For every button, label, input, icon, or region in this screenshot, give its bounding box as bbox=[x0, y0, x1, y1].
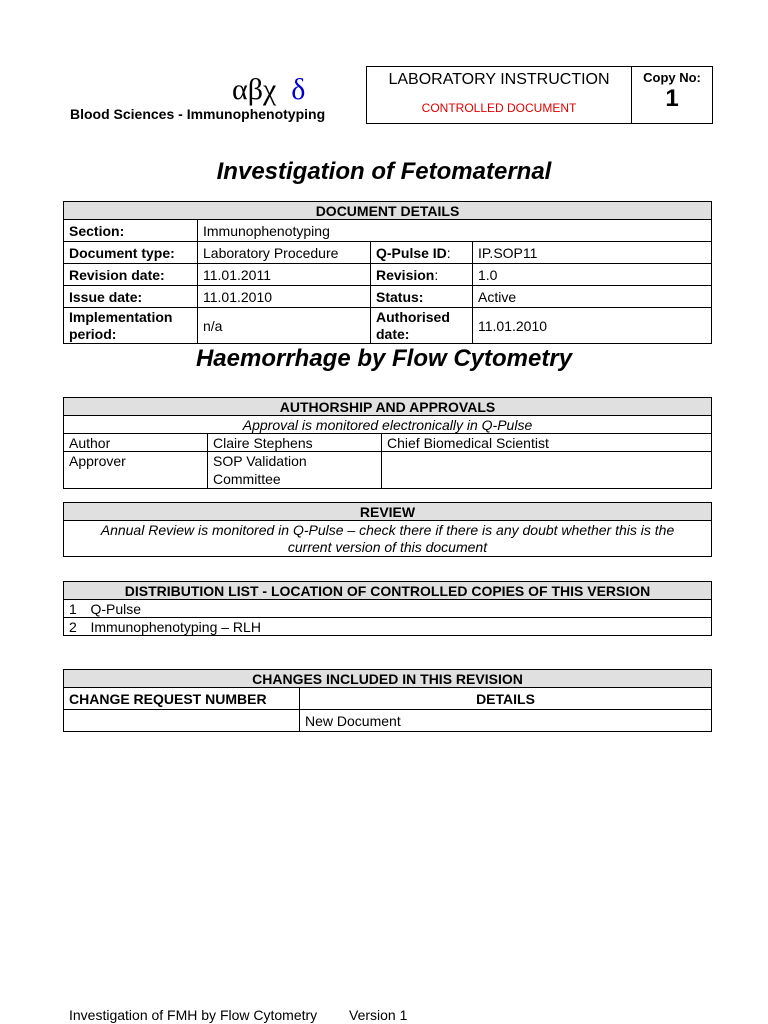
qpulse-colon: : bbox=[446, 244, 451, 261]
authorship-note: Approval is monitored electronically in Q-Pulse bbox=[64, 416, 712, 434]
section-value: Immunophenotyping bbox=[198, 220, 712, 242]
author-role: Author bbox=[64, 434, 208, 452]
qpulse-value: IP.SOP11 bbox=[473, 242, 712, 264]
change-details-header: DETAILS bbox=[300, 688, 712, 710]
logo bbox=[232, 70, 305, 110]
distribution-num: 1 bbox=[64, 600, 86, 618]
revision-value: 1.0 bbox=[473, 264, 712, 286]
controlled-label: CONTROLLED DOCUMENT bbox=[421, 101, 577, 115]
page-title-line2: Haemorrhage by Flow Cytometry bbox=[195, 345, 573, 372]
revdate-value: 11.01.2011 bbox=[198, 264, 371, 286]
approver-title bbox=[382, 452, 712, 489]
footer-doc-name: Investigation of FMH by Flow Cytometry bbox=[69, 1007, 318, 1023]
logo-delta: δ bbox=[291, 73, 306, 106]
instruction-cell bbox=[367, 67, 632, 123]
footer-version: Version 1 bbox=[349, 1007, 408, 1023]
doctype-value: Laboratory Procedure bbox=[198, 242, 371, 264]
distribution-location: Q-Pulse bbox=[86, 600, 712, 618]
logo-greek: αβχ bbox=[232, 73, 277, 106]
status-label: Status: bbox=[371, 286, 473, 308]
change-number-header: CHANGE REQUEST NUMBER bbox=[64, 688, 300, 710]
header-box bbox=[366, 66, 713, 124]
impl-label: Implementation period: bbox=[64, 308, 198, 344]
review-heading: REVIEW bbox=[64, 503, 712, 521]
copy-label: Copy No: bbox=[643, 70, 701, 85]
authorship-table bbox=[63, 397, 712, 489]
copy-cell bbox=[632, 67, 712, 123]
distribution-heading: DISTRIBUTION LIST - LOCATION OF CONTROLLED COPIES OF THIS VERSION bbox=[64, 582, 712, 600]
auth-label: Authorised date: bbox=[371, 308, 473, 344]
document-details-heading: DOCUMENT DETAILS bbox=[64, 202, 712, 220]
distribution-num: 2 bbox=[64, 618, 86, 636]
organisation-name: Blood Sciences - Immunophenotyping bbox=[70, 106, 326, 122]
page-title-line1: Investigation of Fetomaternal bbox=[216, 158, 552, 185]
document-details-table bbox=[63, 201, 712, 344]
author-title: Chief Biomedical Scientist bbox=[382, 434, 712, 452]
author-name: Claire Stephens bbox=[208, 434, 382, 452]
instruction-title: LABORATORY INSTRUCTION bbox=[388, 71, 610, 88]
copy-number: 1 bbox=[665, 85, 679, 112]
auth-value: 11.01.2010 bbox=[473, 308, 712, 344]
changes-table bbox=[63, 669, 712, 732]
table-row bbox=[64, 452, 712, 489]
list-item bbox=[64, 600, 712, 618]
approver-name: SOP Validation Committee bbox=[208, 452, 382, 489]
table-row bbox=[64, 434, 712, 452]
issue-label: Issue date: bbox=[64, 286, 198, 308]
revision-cell bbox=[371, 264, 473, 286]
changes-heading: CHANGES INCLUDED IN THIS REVISION bbox=[64, 670, 712, 688]
review-table bbox=[63, 502, 712, 557]
revision-label: Revision bbox=[376, 266, 435, 283]
revision-colon: : bbox=[434, 266, 439, 283]
doctype-label: Document type: bbox=[64, 242, 198, 264]
qpulse-cell bbox=[371, 242, 473, 264]
approver-role: Approver bbox=[64, 452, 208, 489]
revdate-label: Revision date: bbox=[64, 264, 198, 286]
issue-value: 11.01.2010 bbox=[198, 286, 371, 308]
change-details: New Document bbox=[300, 710, 712, 732]
qpulse-label: Q-Pulse ID bbox=[376, 244, 447, 261]
distribution-location: Immunophenotyping – RLH bbox=[86, 618, 712, 636]
list-item bbox=[64, 618, 712, 636]
review-text: Annual Review is monitored in Q-Pulse – check there if there is any doubt whether this is the current version of this document bbox=[64, 521, 712, 557]
impl-value: n/a bbox=[198, 308, 371, 344]
section-label: Section: bbox=[64, 220, 198, 242]
authorship-heading: AUTHORSHIP AND APPROVALS bbox=[64, 398, 712, 416]
distribution-table bbox=[63, 581, 712, 636]
change-number bbox=[64, 710, 300, 732]
status-value: Active bbox=[473, 286, 712, 308]
table-row bbox=[64, 710, 712, 732]
